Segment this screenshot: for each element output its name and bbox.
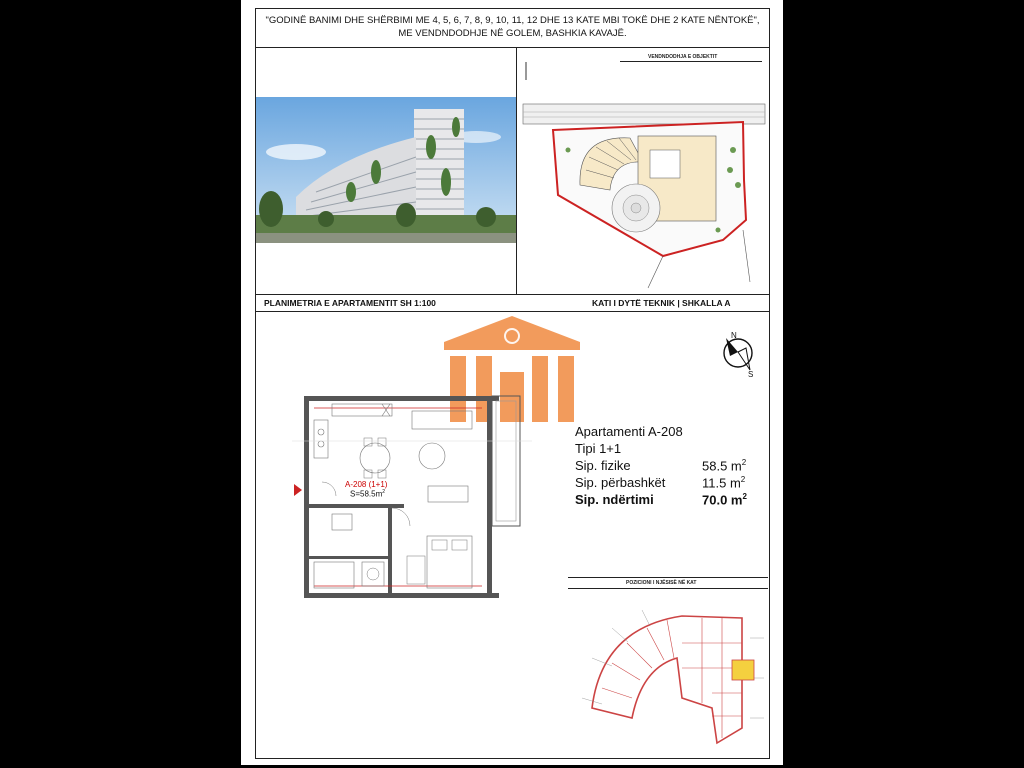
floor-plan-header: PLANIMETRIA E APARTAMENTIT SH 1:100 (264, 298, 436, 308)
floor-level-header: KATI I DYTË TEKNIK | SHKALLA A (592, 298, 731, 308)
area-value: 70.0 $m^2$ (702, 492, 747, 508)
compass-south-label: S (748, 370, 754, 379)
site-plan-header: VENDNDODHJA E OBJEKTIT (648, 54, 718, 60)
area-label: Sip. përbashkët (575, 475, 666, 490)
document-title (256, 14, 769, 40)
position-plan-header: POZICIONI I NJËSISË NË KAT (626, 580, 697, 586)
building-render (256, 97, 516, 243)
area-label: Sip. ndërtimi (575, 492, 654, 507)
position-plan-drawing (572, 598, 768, 758)
building-render-image (256, 97, 516, 243)
apartment-type: Tipi 1+1 (575, 441, 622, 456)
area-row (575, 492, 755, 509)
apartment-name: Apartamenti A-208 (575, 424, 683, 439)
area-label: Sip. fizike (575, 458, 631, 473)
position-plan-header-box (568, 577, 768, 589)
area-value: 11.5 $m^2$ (702, 475, 746, 491)
divider-section-bottom (255, 311, 770, 312)
apartment-floor-plan (292, 386, 532, 608)
unit-plan-label: A-208 (1+1) (345, 480, 388, 489)
area-value: 58.5 $m^2$ (702, 458, 747, 474)
area-row (575, 475, 755, 492)
site-plan-drawing (518, 60, 768, 292)
divider-vertical (516, 47, 517, 294)
divider-section-top (255, 294, 770, 295)
unit-plan-area: $S=58.5m^2$ (350, 489, 386, 499)
title-line-2: ME VENDNDODHJE NË GOLEM, BASHKIA KAVAJË. (398, 28, 627, 39)
title-line-1: "GODINË BANIMI DHE SHËRBIMI ME 4, 5, 6, 7, 8, 9, 10, 11, 12 DHE 13 KATE MBI TOKË DHE 2 KATE NËNTOKË", (265, 15, 760, 26)
compass-icon (716, 334, 758, 374)
highlighted-unit (732, 660, 754, 680)
compass-north-label: N (731, 331, 737, 340)
area-row (575, 458, 755, 475)
divider-title (255, 47, 770, 48)
apartment-info (575, 424, 755, 509)
